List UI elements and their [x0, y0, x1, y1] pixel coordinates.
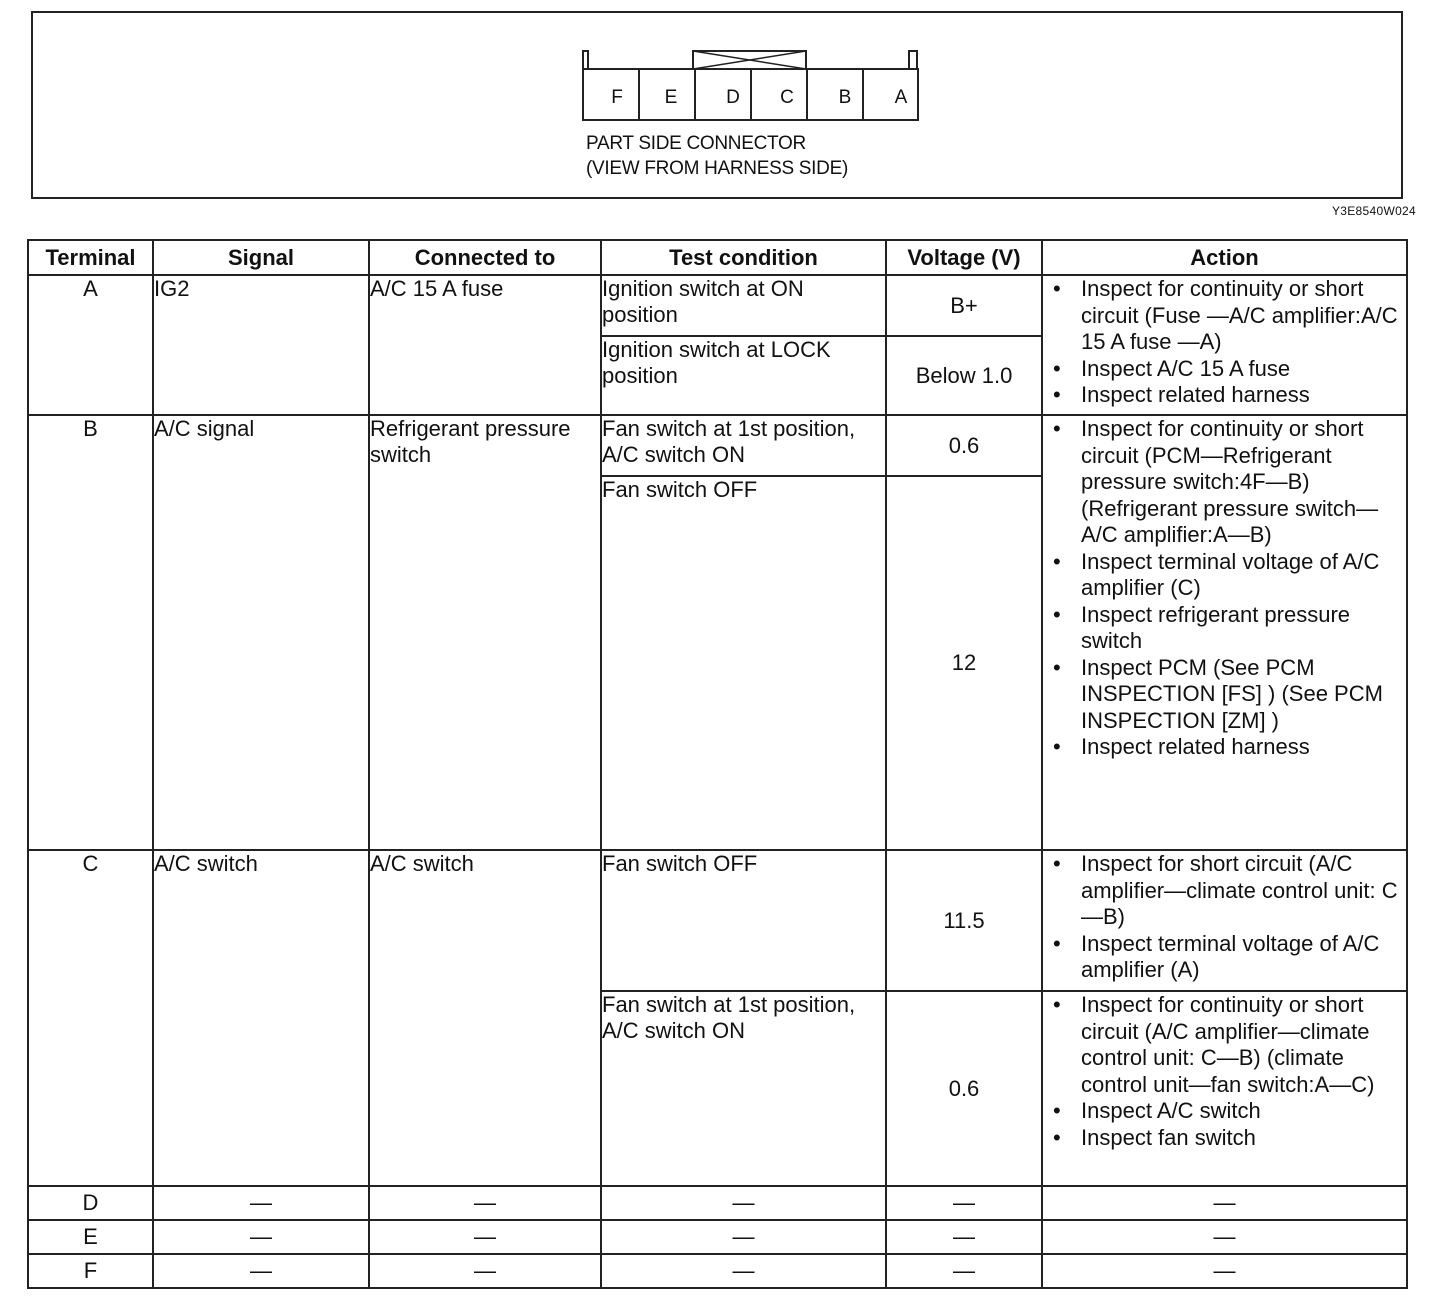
test-condition-cell: —	[601, 1186, 886, 1220]
figure-id: Y3E8540W024	[1331, 204, 1416, 218]
action-cell: —	[1042, 1220, 1407, 1254]
test-condition-cell: Fan switch at 1st position, A/C switch ON	[601, 415, 886, 476]
connected-to-cell: —	[369, 1186, 601, 1220]
voltage-cell: 12	[886, 476, 1042, 850]
test-condition-cell: —	[601, 1254, 886, 1288]
connector-diagram	[573, 37, 933, 129]
signal-cell: A/C signal	[153, 415, 369, 850]
table-header-row	[28, 240, 1407, 275]
test-condition-cell: Ignition switch at ON position	[601, 275, 886, 336]
connected-to-cell: A/C 15 A fuse	[369, 275, 601, 415]
action-cell	[1042, 850, 1407, 991]
terminal-spec-table	[27, 239, 1408, 1289]
connected-to-cell: —	[369, 1220, 601, 1254]
header-connected-to: Connected to	[369, 240, 601, 275]
test-condition-cell: —	[601, 1220, 886, 1254]
pin-label-d: D	[726, 87, 740, 108]
terminal-cell: E	[28, 1220, 153, 1254]
table-row	[28, 275, 1407, 336]
signal-cell: —	[153, 1254, 369, 1288]
test-condition-cell: Fan switch at 1st position, A/C switch ON	[601, 991, 886, 1186]
table-row	[28, 1186, 1407, 1220]
terminal-cell: C	[28, 850, 153, 1186]
signal-cell: —	[153, 1186, 369, 1220]
table-row	[28, 1220, 1407, 1254]
voltage-cell: 11.5	[886, 850, 1042, 991]
voltage-cell: —	[886, 1186, 1042, 1220]
table-row	[28, 850, 1407, 991]
header-signal: Signal	[153, 240, 369, 275]
table-row	[28, 1254, 1407, 1288]
action-item: • Inspect terminal voltage of A/C amplifier (C)	[1043, 549, 1406, 602]
signal-cell: IG2	[153, 275, 369, 415]
connector-diagram-frame	[31, 11, 1403, 199]
terminal-cell: F	[28, 1254, 153, 1288]
pin-label-a: A	[894, 87, 908, 108]
terminal-cell: B	[28, 415, 153, 850]
terminal-cell: D	[28, 1186, 153, 1220]
action-cell	[1042, 415, 1407, 850]
header-voltage: Voltage (V)	[886, 240, 1042, 275]
voltage-cell: Below 1.0	[886, 336, 1042, 415]
signal-cell: —	[153, 1220, 369, 1254]
action-item: • Inspect related harness	[1043, 382, 1406, 409]
action-cell	[1042, 991, 1407, 1186]
voltage-cell: 0.6	[886, 991, 1042, 1186]
connected-to-cell: Refrigerant pressure switch	[369, 415, 601, 850]
action-cell	[1042, 275, 1407, 415]
voltage-cell: 0.6	[886, 415, 1042, 476]
action-cell: —	[1042, 1254, 1407, 1288]
pin-label-e: E	[664, 87, 678, 108]
action-cell: —	[1042, 1186, 1407, 1220]
right-lock-tab	[909, 51, 917, 69]
action-item: • Inspect refrigerant pressure switch	[1043, 602, 1406, 655]
action-item: • Inspect for continuity or short circuit (A/C amplifier—climate control unit: C—B) (climate control unit—fan switch:A—C)	[1043, 992, 1406, 1098]
table-row	[28, 415, 1407, 476]
voltage-cell: —	[886, 1220, 1042, 1254]
header-terminal: Terminal	[28, 240, 153, 275]
action-item: • Inspect A/C 15 A fuse	[1043, 356, 1406, 383]
action-item: • Inspect terminal voltage of A/C amplifier (A)	[1043, 931, 1406, 984]
pin-label-c: C	[780, 87, 794, 108]
header-action: Action	[1042, 240, 1407, 275]
left-lock-tab	[583, 51, 588, 69]
voltage-cell: B+	[886, 275, 1042, 336]
connector-caption	[586, 131, 848, 181]
action-item: • Inspect for short circuit (A/C amplifier—climate control unit: C—B)	[1043, 851, 1406, 931]
signal-cell: A/C switch	[153, 850, 369, 1186]
pin-label-b: B	[838, 87, 852, 108]
terminal-cell: A	[28, 275, 153, 415]
action-item: • Inspect for continuity or short circuit (Fuse —A/C amplifier:A/C 15 A fuse —A)	[1043, 276, 1406, 356]
test-condition-cell: Fan switch OFF	[601, 476, 886, 850]
header-test-condition: Test condition	[601, 240, 886, 275]
caption-line-1: PART SIDE CONNECTOR	[586, 133, 806, 154]
action-item: • Inspect PCM (See PCM INSPECTION [FS] ) (See PCM INSPECTION [ZM] )	[1043, 655, 1406, 735]
pin-label-f: F	[611, 87, 623, 108]
action-item: • Inspect fan switch	[1043, 1125, 1406, 1152]
connected-to-cell: A/C switch	[369, 850, 601, 1186]
action-item: • Inspect related harness	[1043, 734, 1406, 761]
action-item: • Inspect for continuity or short circuit (PCM—Refrigerant pressure switch:4F—B) (Refrigerant pressure switch—A/C amplifier:A—B)	[1043, 416, 1406, 549]
action-item: • Inspect A/C switch	[1043, 1098, 1406, 1125]
voltage-cell: —	[886, 1254, 1042, 1288]
test-condition-cell: Fan switch OFF	[601, 850, 886, 991]
connected-to-cell: —	[369, 1254, 601, 1288]
caption-line-2: (VIEW FROM HARNESS SIDE)	[586, 158, 848, 179]
test-condition-cell: Ignition switch at LOCK position	[601, 336, 886, 415]
